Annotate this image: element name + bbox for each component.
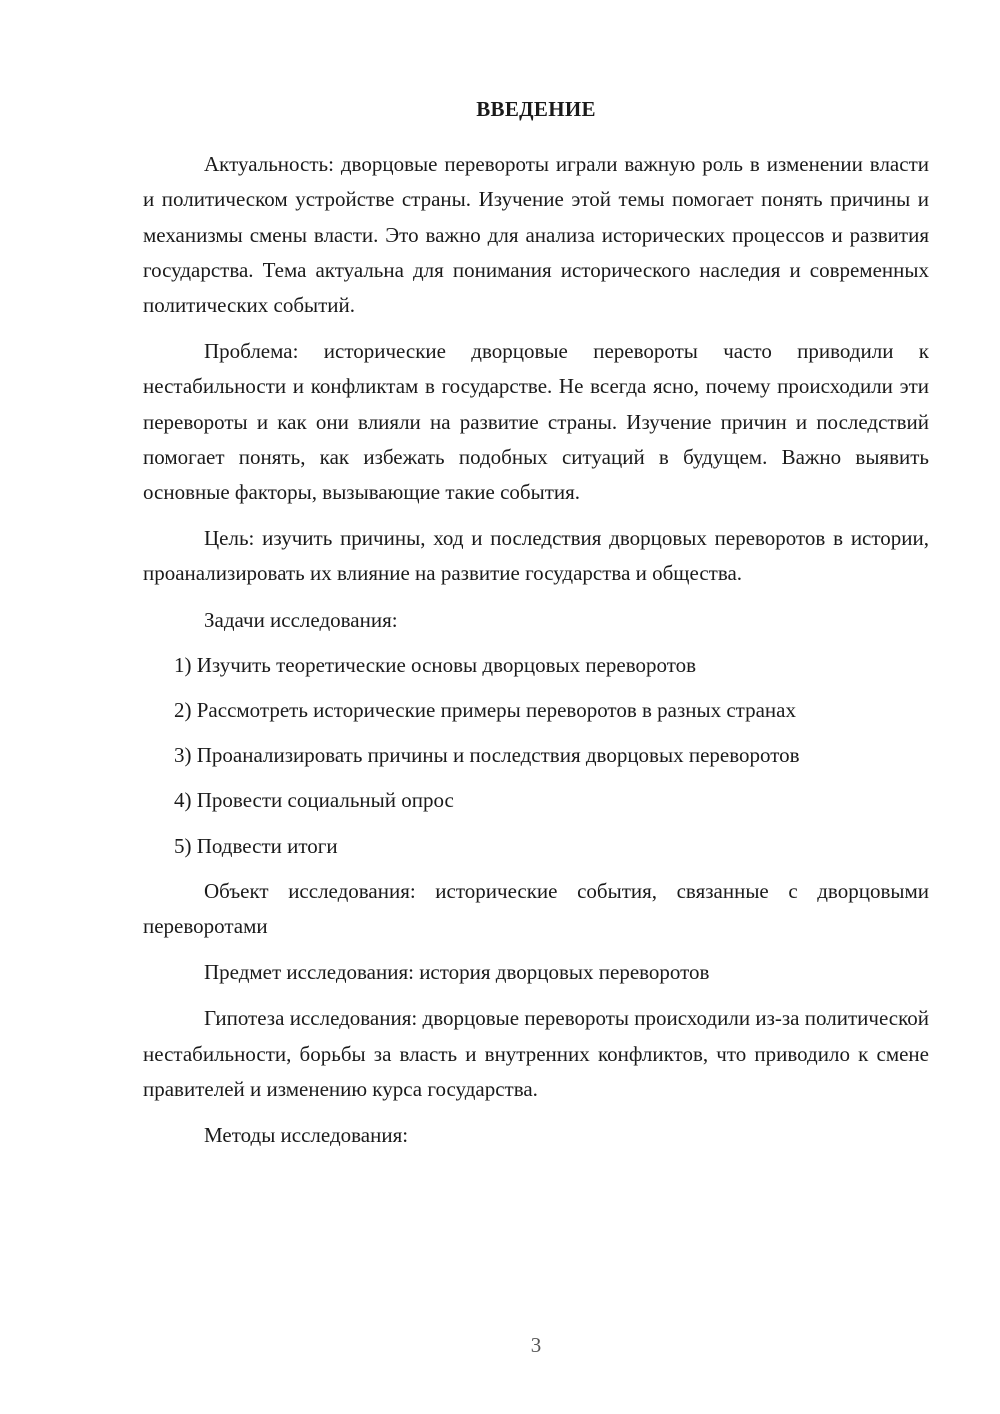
list-item: 3) Проанализировать причины и последствия дворцовых переворотов [174, 743, 800, 768]
goal-paragraph: Цель: изучить причины, ход и последствия дворцовых переворотов в истории, проанализировать их влияние на развитие государства и общества. [143, 526, 929, 586]
list-item: 4) Провести социальный опрос [174, 788, 454, 813]
tasks-list [143, 648, 929, 864]
hypothesis-paragraph: Гипотеза исследования: дворцовые перевороты происходили из-за политической нестабильности, борьбы за власть и внутренних конфликтов, что приводило к смене правителей и изменению курса государства. [143, 1006, 929, 1101]
subject-paragraph: Предмет исследования: история дворцовых переворотов [204, 960, 710, 985]
problem-paragraph: Проблема: исторические дворцовые перевороты часто приводили к нестабильности и конфликтам в государстве. Не всегда ясно, почему происходили эти перевороты и как они влияли на развитие страны. Изучение причин и последствий помогает понять, как избежать подобных ситуаций в будущем. Важно выявить основные факторы, вызывающие такие события. [143, 339, 929, 505]
page-number: 3 [530, 1333, 542, 1357]
tasks-heading: Задачи исследования: [204, 607, 398, 632]
object-paragraph: Объект исследования: исторические события, связанные с дворцовыми переворотами [143, 878, 929, 939]
relevance-paragraph: Актуальность: дворцовые перевороты играли важную роль в изменении власти и политическом устройстве страны. Изучение этой темы помогает понять причины и механизмы смены власти. Это важно для анализа исторических процессов и развития государства. Тема актуальна для понимания исторического наследия и современных политических событий. [143, 152, 929, 318]
section-title: ВВЕДЕНИЕ [476, 97, 596, 121]
methods-heading: Методы исследования: [204, 1123, 409, 1148]
document-page [143, 92, 929, 1164]
list-item: 2) Рассмотреть исторические примеры переворотов в разных странах [174, 698, 796, 723]
list-item: 1) Изучить теоретические основы дворцовых переворотов [174, 652, 697, 677]
list-item: 5) Подвести итоги [174, 833, 338, 858]
